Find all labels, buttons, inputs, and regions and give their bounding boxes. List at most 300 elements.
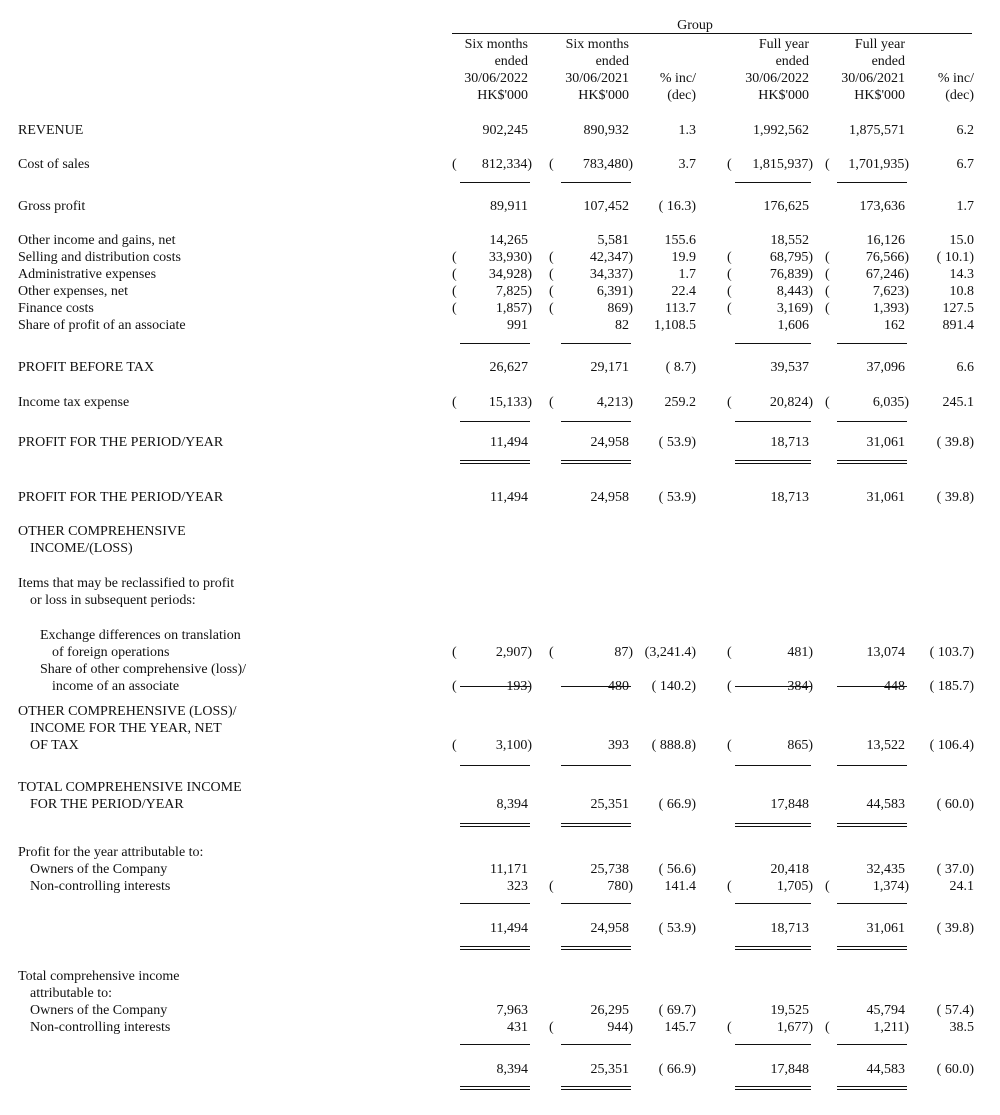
paren-open: ( (825, 879, 830, 894)
value-number: 1,677) (776, 1020, 813, 1035)
rule (561, 946, 631, 947)
value-cell: ( 57.4) (936, 1003, 974, 1018)
row-label: PROFIT BEFORE TAX (18, 360, 155, 375)
value-cell: 20,418 (770, 862, 809, 877)
value-cell: 173,636 (859, 199, 905, 214)
paren-open: ( (825, 267, 830, 282)
paren-open: ( (825, 301, 830, 316)
row-label: Share of other comprehensive (loss)/ (40, 662, 247, 677)
rule (735, 343, 811, 344)
value-cell: 393 (608, 738, 629, 753)
value-number: 384) (787, 679, 813, 694)
rule (561, 1086, 631, 1087)
value-number: 1,705) (776, 879, 813, 894)
column-header-line: Six months (464, 37, 528, 52)
column-header-line: ended (595, 54, 629, 69)
value-cell: ( 60.0) (936, 797, 974, 812)
rule (837, 1086, 907, 1087)
row-label: Items that may be reclassified to profit (18, 576, 235, 591)
value-cell (452, 283, 532, 300)
value-cell: 32,435 (866, 862, 905, 877)
value-cell: 902,245 (482, 123, 528, 138)
value-cell: ( 56.6) (658, 862, 696, 877)
row-label: attributable to: (30, 986, 113, 1001)
row-label: Finance costs (18, 301, 94, 316)
paren-open: ( (727, 645, 732, 660)
row-label: OTHER COMPREHENSIVE (LOSS)/ (18, 704, 237, 719)
row-label: INCOME FOR THE YEAR, NET (30, 721, 222, 736)
row-label: Selling and distribution costs (18, 250, 181, 265)
group-underline (452, 33, 972, 34)
value-cell: 448 (884, 679, 905, 694)
row-label: Owners of the Company (30, 862, 168, 877)
value-cell: ( 10.1) (936, 250, 974, 265)
value-number: 193) (506, 679, 532, 694)
value-cell: ( 39.8) (936, 490, 974, 505)
value-number: 783,480) (582, 157, 633, 172)
rule (735, 903, 811, 904)
paren-open: ( (825, 395, 830, 410)
row-label: Other income and gains, net (18, 233, 176, 248)
column-header-line: 30/06/2022 (464, 71, 528, 86)
row-label: Cost of sales (18, 157, 90, 172)
column-header-line: Full year (854, 37, 905, 52)
paren-open: ( (727, 250, 732, 265)
rule (460, 765, 530, 766)
value-cell: 1,992,562 (753, 123, 809, 138)
rule (460, 463, 530, 464)
rule (735, 949, 811, 950)
rule (735, 182, 811, 183)
value-number: 7,623) (872, 284, 909, 299)
paren-open: ( (549, 879, 554, 894)
paren-open: ( (452, 679, 457, 694)
rule (561, 421, 631, 422)
rule (735, 1086, 811, 1087)
rule (735, 765, 811, 766)
rule (837, 686, 907, 687)
value-number: 87) (614, 645, 633, 660)
value-number: 68,795) (769, 250, 813, 265)
value-cell (727, 878, 813, 895)
value-cell: 8,394 (496, 797, 528, 812)
value-cell: 25,351 (590, 797, 629, 812)
value-cell: 22.4 (671, 284, 696, 299)
value-cell: 19,525 (770, 1003, 809, 1018)
value-cell: 11,494 (490, 921, 528, 936)
paren-open: ( (452, 645, 457, 660)
rule (561, 1044, 631, 1045)
column-header-line: ended (494, 54, 528, 69)
value-cell: 6.6 (956, 360, 974, 375)
value-cell: 25,351 (590, 1062, 629, 1077)
value-cell: 113.7 (665, 301, 696, 316)
rule (561, 949, 631, 950)
row-label: OTHER COMPREHENSIVE (18, 524, 186, 539)
row-label: income of an associate (52, 679, 180, 694)
value-cell: ( 39.8) (936, 921, 974, 936)
value-cell (727, 1019, 813, 1036)
row-label: OF TAX (30, 738, 79, 753)
paren-open: ( (825, 250, 830, 265)
value-number: 4,213) (596, 395, 633, 410)
value-number: 812,334) (481, 157, 532, 172)
value-cell: ( 66.9) (658, 1062, 696, 1077)
value-cell: 107,452 (583, 199, 629, 214)
value-number: 15,133) (488, 395, 532, 410)
rule (837, 765, 907, 766)
rule (561, 823, 631, 824)
value-cell: 1.7 (678, 267, 696, 282)
row-label: Gross profit (18, 199, 86, 214)
rule (837, 460, 907, 461)
value-cell: 1.7 (956, 199, 974, 214)
value-cell: 145.7 (664, 1020, 696, 1035)
paren-open: ( (727, 157, 732, 172)
value-number: 1,857) (495, 301, 532, 316)
paren-open: ( (727, 679, 732, 694)
row-label: Non-controlling interests (30, 879, 171, 894)
value-cell: 45,794 (866, 1003, 905, 1018)
rule (460, 1044, 530, 1045)
rule (460, 1089, 530, 1090)
value-cell (727, 283, 813, 300)
value-cell: (3,241.4) (644, 645, 696, 660)
row-label: Non-controlling interests (30, 1020, 171, 1035)
value-cell: 18,713 (770, 490, 809, 505)
value-number: 1,393) (872, 301, 909, 316)
rule (837, 826, 907, 827)
rule (460, 421, 530, 422)
rule (460, 949, 530, 950)
value-number: 780) (607, 879, 633, 894)
column-header-line: HK$'000 (477, 88, 528, 103)
value-cell: 44,583 (866, 797, 905, 812)
value-number: 1,815,937) (752, 157, 813, 172)
value-cell: 14,265 (489, 233, 528, 248)
value-cell: ( 140.2) (651, 679, 696, 694)
rule (735, 1044, 811, 1045)
column-header-line: 30/06/2022 (745, 71, 809, 86)
rule (837, 903, 907, 904)
value-cell: ( 53.9) (658, 921, 696, 936)
value-cell (452, 394, 532, 411)
row-label: Income tax expense (18, 395, 130, 410)
value-number: 944) (607, 1020, 633, 1035)
column-header-line: ended (775, 54, 809, 69)
column-header-line: % inc/ (659, 71, 696, 86)
value-cell (452, 644, 532, 661)
rule (561, 463, 631, 464)
value-cell (727, 249, 813, 266)
value-cell: 8,394 (496, 1062, 528, 1077)
paren-open: ( (825, 1020, 830, 1035)
value-cell: 245.1 (942, 395, 974, 410)
rule (735, 421, 811, 422)
value-number: 42,347) (589, 250, 633, 265)
value-cell (727, 394, 813, 411)
value-cell: 1,606 (777, 318, 809, 333)
value-cell: 31,061 (866, 921, 905, 936)
column-header-line: % inc/ (937, 71, 974, 86)
row-label: PROFIT FOR THE PERIOD/YEAR (18, 490, 224, 505)
value-cell: 11,171 (490, 862, 528, 877)
value-cell: 162 (884, 318, 905, 333)
column-header-line: Full year (758, 37, 809, 52)
value-cell: 31,061 (866, 490, 905, 505)
rule (735, 1089, 811, 1090)
paren-open: ( (825, 157, 830, 172)
row-label: Profit for the year attributable to: (18, 845, 204, 860)
value-number: 67,246) (865, 267, 909, 282)
value-cell (727, 300, 813, 317)
rule (561, 826, 631, 827)
value-cell: 6.7 (956, 157, 974, 172)
column-header-line: ended (871, 54, 905, 69)
value-number: 33,930) (488, 250, 532, 265)
value-number: 8,443) (776, 284, 813, 299)
value-number: 869) (607, 301, 633, 316)
row-label: Owners of the Company (30, 1003, 168, 1018)
row-label: INCOME/(LOSS) (30, 541, 133, 556)
paren-open: ( (727, 738, 732, 753)
value-cell: 1,108.5 (654, 318, 696, 333)
rule (460, 686, 530, 687)
value-cell: 890,932 (583, 123, 629, 138)
rule (837, 1089, 907, 1090)
value-cell: 155.6 (664, 233, 696, 248)
value-cell: 39,537 (770, 360, 809, 375)
paren-open: ( (452, 738, 457, 753)
paren-open: ( (549, 157, 554, 172)
value-number: 1,701,935) (848, 157, 909, 172)
value-cell: ( 53.9) (658, 435, 696, 450)
paren-open: ( (549, 395, 554, 410)
value-cell: 29,171 (590, 360, 629, 375)
value-number: 481) (787, 645, 813, 660)
column-header-line: (dec) (667, 88, 696, 103)
paren-open: ( (452, 267, 457, 282)
column-header-line: Six months (565, 37, 629, 52)
value-number: 6,035) (872, 395, 909, 410)
value-cell: 6.2 (956, 123, 974, 138)
value-number: 76,566) (865, 250, 909, 265)
paren-open: ( (549, 284, 554, 299)
rule (837, 421, 907, 422)
value-cell (727, 266, 813, 283)
value-cell: 127.5 (942, 301, 974, 316)
value-cell: 17,848 (770, 1062, 809, 1077)
rule (735, 686, 811, 687)
value-cell: 15.0 (949, 233, 974, 248)
row-label: Total comprehensive income (18, 969, 180, 984)
rule (735, 826, 811, 827)
value-cell: 38.5 (949, 1020, 974, 1035)
value-cell: ( 53.9) (658, 490, 696, 505)
value-number: 865) (787, 738, 813, 753)
value-number: 2,907) (495, 645, 532, 660)
rule (837, 1044, 907, 1045)
value-cell: 13,522 (866, 738, 905, 753)
value-cell: 5,581 (597, 233, 629, 248)
value-cell: 14.3 (949, 267, 974, 282)
value-cell: ( 66.9) (658, 797, 696, 812)
value-cell: 18,713 (770, 435, 809, 450)
rule (561, 765, 631, 766)
rule (837, 182, 907, 183)
paren-open: ( (549, 1020, 554, 1035)
value-number: 3,100) (495, 738, 532, 753)
rule (561, 343, 631, 344)
column-header-line: HK$'000 (578, 88, 629, 103)
column-header-line: HK$'000 (854, 88, 905, 103)
value-cell: 24.1 (949, 879, 974, 894)
value-cell: 176,625 (763, 199, 809, 214)
value-cell: 26,627 (489, 360, 528, 375)
value-cell: ( 185.7) (929, 679, 974, 694)
value-cell: 17,848 (770, 797, 809, 812)
paren-open: ( (452, 301, 457, 316)
rule (837, 946, 907, 947)
column-header-line: 30/06/2021 (841, 71, 905, 86)
value-cell: 44,583 (866, 1062, 905, 1077)
row-label: Share of profit of an associate (18, 318, 186, 333)
rule (561, 1089, 631, 1090)
rule (837, 949, 907, 950)
row-label: of foreign operations (52, 645, 170, 660)
value-cell (452, 156, 532, 173)
value-cell: 10.8 (949, 284, 974, 299)
rule (460, 823, 530, 824)
value-cell: 25,738 (590, 862, 629, 877)
paren-open: ( (549, 645, 554, 660)
value-cell: 259.2 (664, 395, 696, 410)
value-number: 76,839) (769, 267, 813, 282)
value-number: 7,825) (495, 284, 532, 299)
value-cell: 24,958 (590, 435, 629, 450)
rule (460, 903, 530, 904)
value-cell: 16,126 (866, 233, 905, 248)
value-number: 1,374) (872, 879, 909, 894)
value-cell (727, 156, 813, 173)
value-cell: 480 (608, 679, 629, 694)
rule (561, 903, 631, 904)
value-cell: ( 60.0) (936, 1062, 974, 1077)
value-cell: ( 16.3) (658, 199, 696, 214)
value-number: 3,169) (776, 301, 813, 316)
value-cell: ( 39.8) (936, 435, 974, 450)
column-header-line: (dec) (945, 88, 974, 103)
value-cell: 24,958 (590, 921, 629, 936)
rule (460, 826, 530, 827)
value-cell: 323 (507, 879, 528, 894)
value-cell: ( 37.0) (936, 862, 974, 877)
value-number: 34,928) (488, 267, 532, 282)
row-label: Other expenses, net (18, 284, 129, 299)
value-cell: 7,963 (496, 1003, 528, 1018)
value-cell: 431 (507, 1020, 528, 1035)
rule (561, 182, 631, 183)
rule (735, 946, 811, 947)
value-cell: 89,911 (490, 199, 528, 214)
column-header-line: HK$'000 (758, 88, 809, 103)
value-cell: 13,074 (866, 645, 905, 660)
value-cell (452, 266, 532, 283)
value-cell: 19.9 (671, 250, 696, 265)
value-cell: 141.4 (664, 879, 696, 894)
rule (561, 460, 631, 461)
row-label: Administrative expenses (18, 267, 157, 282)
rule (837, 343, 907, 344)
group-label: Group (677, 18, 713, 33)
row-label: PROFIT FOR THE PERIOD/YEAR (18, 435, 224, 450)
value-cell: 82 (615, 318, 629, 333)
rule (837, 463, 907, 464)
value-cell: 37,096 (866, 360, 905, 375)
value-cell: 31,061 (866, 435, 905, 450)
paren-open: ( (727, 267, 732, 282)
value-cell: 18,713 (770, 921, 809, 936)
paren-open: ( (549, 267, 554, 282)
value-cell: 11,494 (490, 435, 528, 450)
column-header-line: 30/06/2021 (565, 71, 629, 86)
rule (837, 823, 907, 824)
value-cell: 891.4 (942, 318, 974, 333)
paren-open: ( (549, 301, 554, 316)
row-label: TOTAL COMPREHENSIVE INCOME (18, 780, 242, 795)
value-cell: ( 69.7) (658, 1003, 696, 1018)
value-cell (452, 249, 532, 266)
row-label: or loss in subsequent periods: (30, 593, 196, 608)
value-cell: ( 103.7) (929, 645, 974, 660)
rule (735, 463, 811, 464)
row-label: FOR THE PERIOD/YEAR (30, 797, 184, 812)
value-number: 34,337) (589, 267, 633, 282)
paren-open: ( (825, 284, 830, 299)
value-cell: 24,958 (590, 490, 629, 505)
value-cell: 11,494 (490, 490, 528, 505)
value-number: 6,391) (596, 284, 633, 299)
rule (561, 686, 631, 687)
value-number: 20,824) (769, 395, 813, 410)
value-cell: ( 888.8) (651, 738, 696, 753)
paren-open: ( (452, 250, 457, 265)
row-label: REVENUE (18, 123, 84, 138)
value-cell (452, 300, 532, 317)
rule (460, 460, 530, 461)
value-cell: 26,295 (590, 1003, 629, 1018)
rule (460, 182, 530, 183)
paren-open: ( (452, 157, 457, 172)
paren-open: ( (549, 250, 554, 265)
paren-open: ( (727, 395, 732, 410)
paren-open: ( (727, 301, 732, 316)
value-cell: 1,875,571 (849, 123, 905, 138)
value-cell: 18,552 (770, 233, 809, 248)
paren-open: ( (727, 879, 732, 894)
paren-open: ( (727, 1020, 732, 1035)
value-cell: 3.7 (678, 157, 696, 172)
rule (460, 946, 530, 947)
row-label: Exchange differences on translation (40, 628, 241, 643)
paren-open: ( (452, 284, 457, 299)
value-cell: ( 8.7) (665, 360, 696, 375)
rule (460, 343, 530, 344)
value-cell: 1.3 (678, 123, 696, 138)
value-number: 1,211) (873, 1020, 909, 1035)
rule (460, 1086, 530, 1087)
rule (735, 823, 811, 824)
